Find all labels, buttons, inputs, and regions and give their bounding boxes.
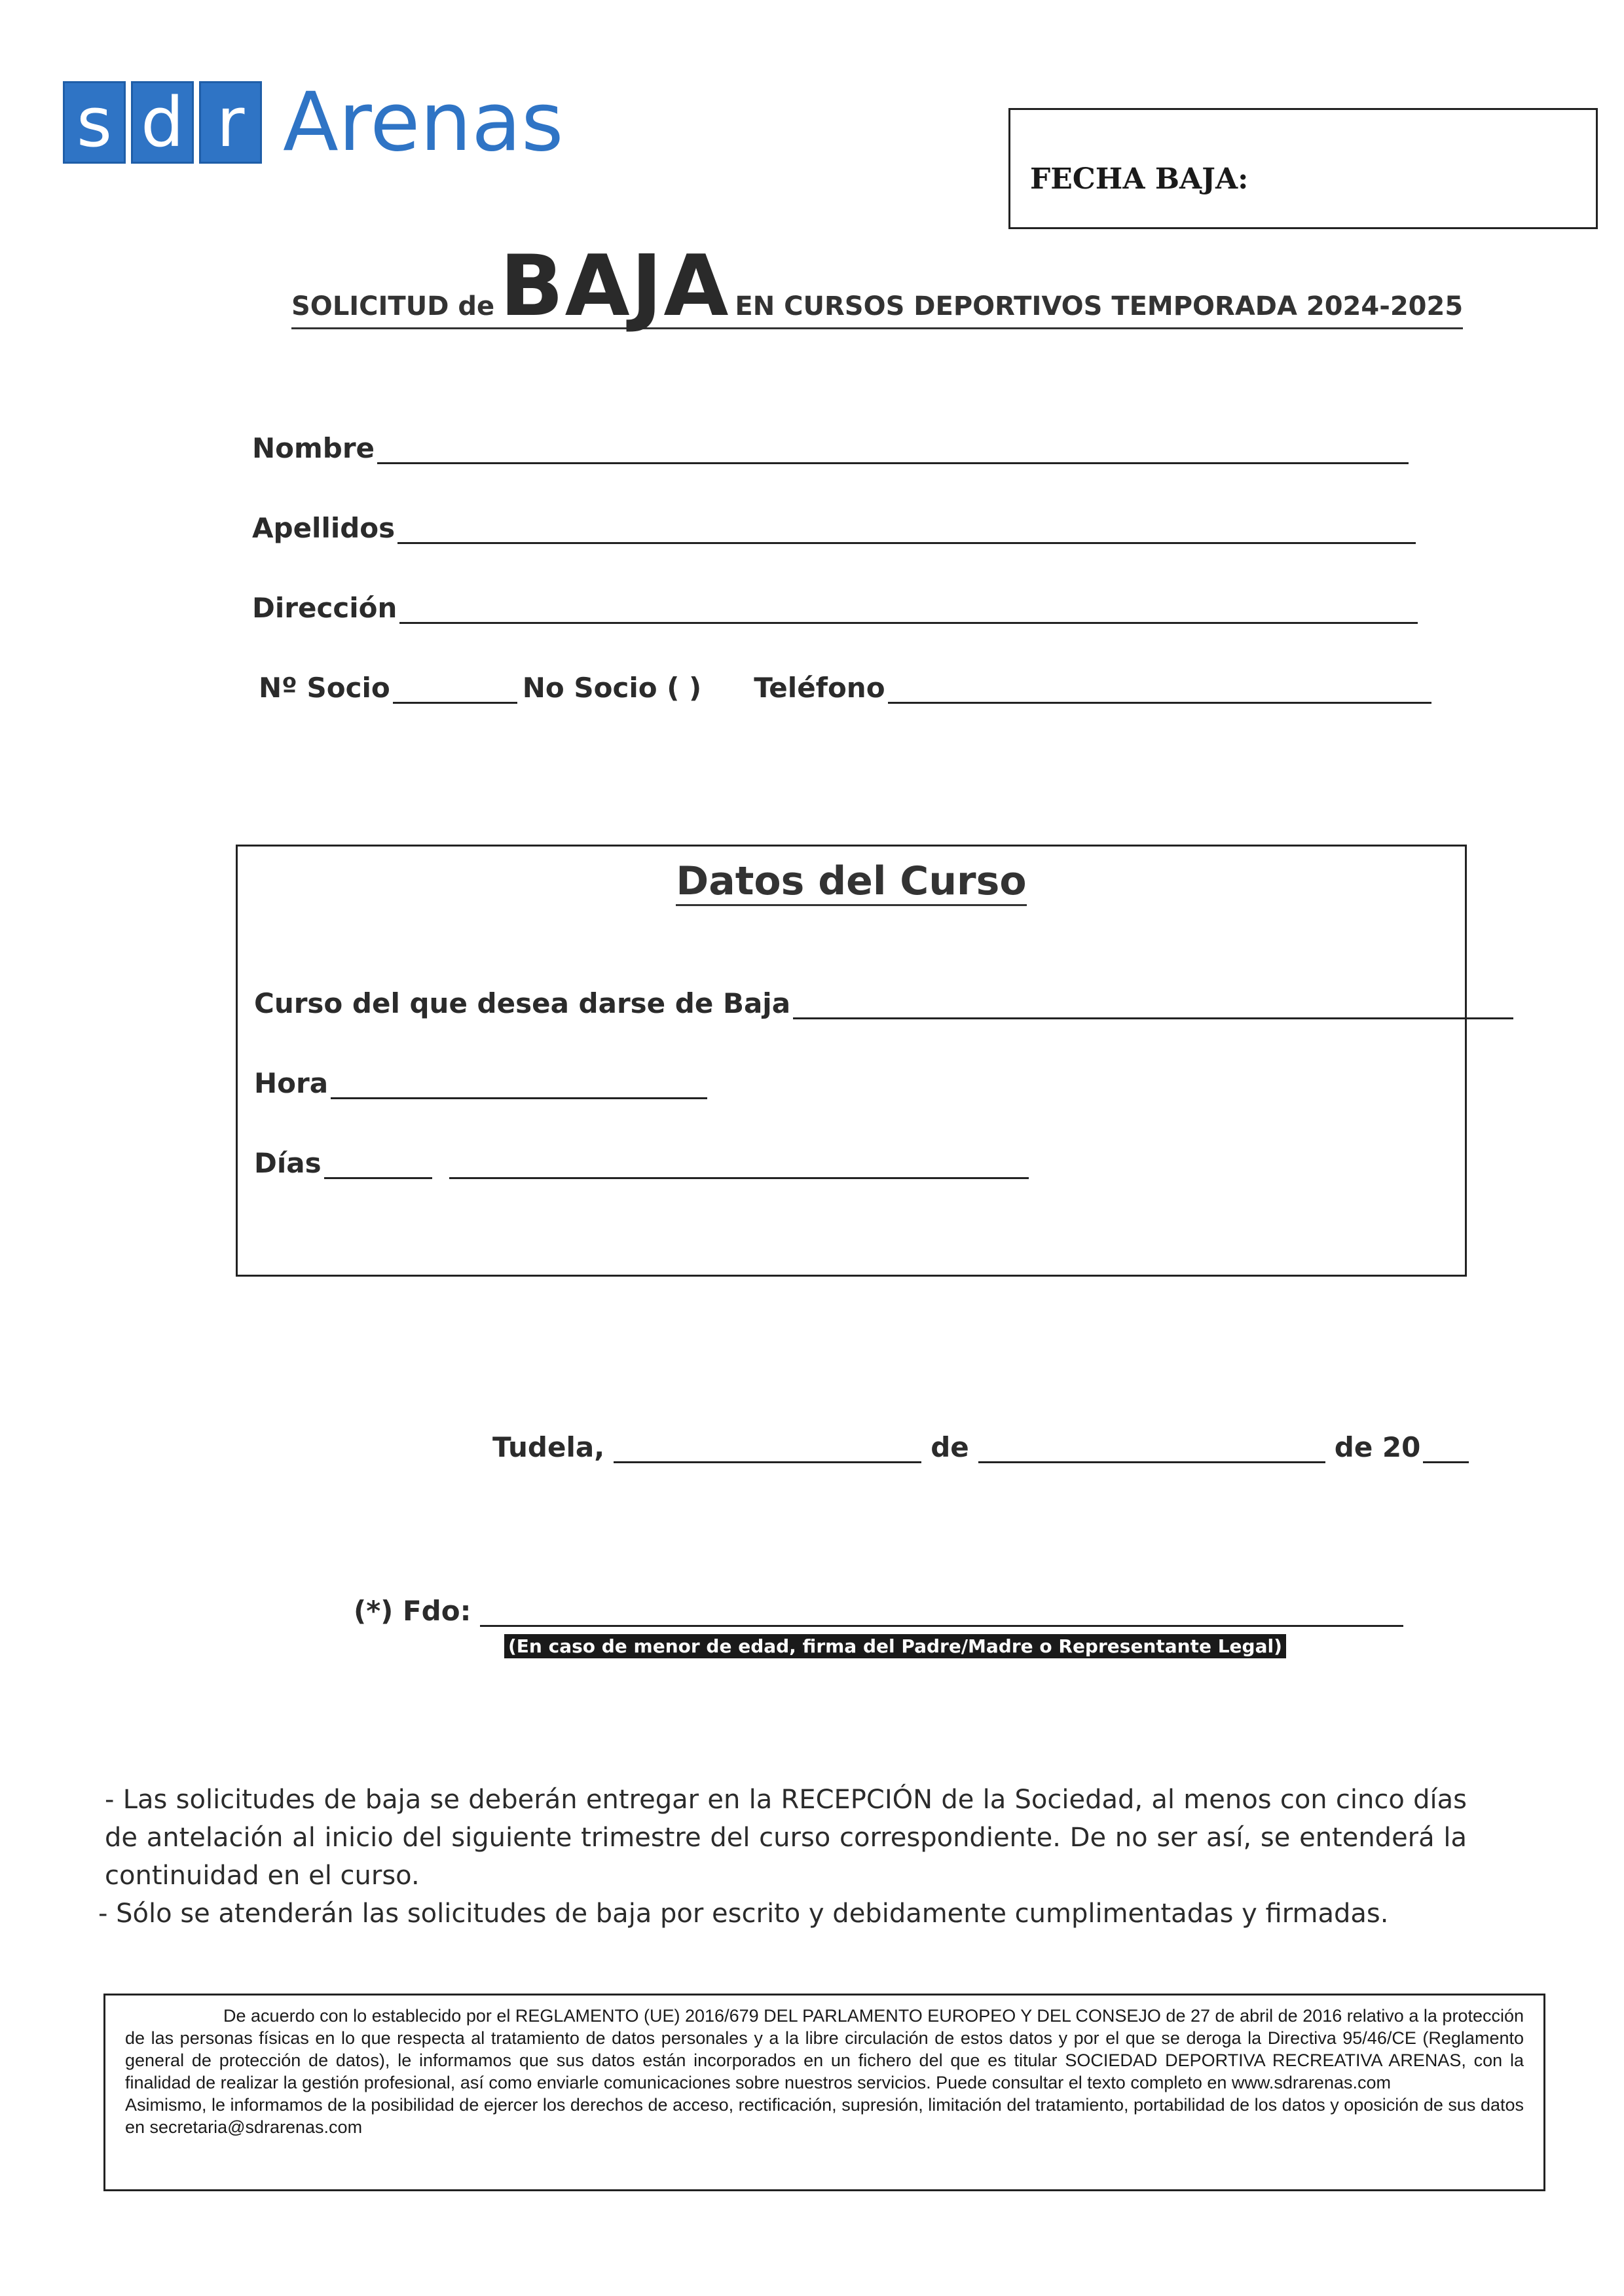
fecha-baja-label: FECHA BAJA: xyxy=(1030,162,1249,196)
title-suffix: EN CURSOS DEPORTIVOS TEMPORADA 2024-2025 xyxy=(735,291,1464,321)
date-month-field[interactable] xyxy=(978,1432,1325,1463)
date-de-label-1: de xyxy=(931,1431,969,1463)
nombre-row xyxy=(252,432,1409,464)
telefono-field[interactable] xyxy=(888,673,1431,704)
curso-row xyxy=(254,987,1513,1019)
firma-note: (En caso de menor de edad, firma del Padre/Madre o Representante Legal) xyxy=(504,1634,1286,1658)
nombre-label: Nombre xyxy=(252,432,375,464)
socio-label: Nº Socio xyxy=(259,672,390,704)
logo-letter-r: r xyxy=(199,81,262,164)
apellidos-row xyxy=(252,512,1416,544)
datos-curso-heading: Datos del Curso xyxy=(238,858,1465,904)
tudela-label: Tudela, xyxy=(492,1431,605,1463)
sdr-arenas-logo xyxy=(63,73,564,172)
date-de-label-2: de 20 xyxy=(1334,1431,1421,1463)
direccion-row xyxy=(252,592,1418,624)
direccion-label: Dirección xyxy=(252,592,397,624)
date-day-field[interactable] xyxy=(614,1432,921,1463)
logo-word: Arenas xyxy=(283,75,564,170)
note-entrega: - Las solicitudes de baja se deberán entregar en la RECEPCIÓN de la Sociedad, al menos con cinco días de antelación al inicio del siguiente trimestre del curso correspondiente. De no ser así, se entenderá la continuidad en el curso. xyxy=(105,1785,1467,1891)
curso-field[interactable] xyxy=(793,989,1513,1019)
firma-label: (*) Fdo: xyxy=(354,1595,471,1627)
fecha-baja-box[interactable] xyxy=(1008,108,1598,229)
firma-field[interactable] xyxy=(480,1596,1403,1627)
hora-row xyxy=(254,1067,707,1099)
logo-letter-d: d xyxy=(131,81,194,164)
apellidos-field[interactable] xyxy=(397,513,1416,544)
no-socio-checkbox[interactable]: No Socio ( ) xyxy=(522,672,702,704)
tudela-date-row xyxy=(492,1431,1469,1463)
title-prefix: SOLICITUD de xyxy=(291,291,495,321)
socio-telefono-row xyxy=(259,672,1431,704)
date-year-field[interactable] xyxy=(1423,1432,1469,1463)
dias-row xyxy=(254,1147,1029,1179)
socio-field[interactable] xyxy=(393,673,517,704)
form-title xyxy=(291,238,1464,335)
logo-letter-s: s xyxy=(63,81,126,164)
note-escrito: - Sólo se atenderán las solicitudes de baja por escrito y debidamente cumplimentadas y firmadas. xyxy=(98,1899,1389,1929)
legal-paragraph-1: De acuerdo con lo establecido por el REGLAMENTO (UE) 2016/679 DEL PARLAMENTO EUROPEO Y DEL CONSEJO de 27 de abril de 2016 relativo a la protección de las personas físicas en lo que respecta al tratamiento de datos personales y a la libre circulación de estos datos y por el que se deroga la Directiva 95/46/CE (Reglamento general de protección de datos), le informamos que sus datos están incorporados en un fichero del que es titular SOCIEDAD DEPORTIVA RECREATIVA ARENAS, con la finalidad de realizar la gestión profesional, así como enviarle comunicaciones sobre nuestros servicios. Puede consultar el texto completo en www.sdrarenas.com xyxy=(125,2006,1524,2092)
title-main: BAJA xyxy=(500,238,730,335)
nombre-field[interactable] xyxy=(377,433,1409,464)
dias-field-2[interactable] xyxy=(449,1148,1029,1179)
legal-paragraph-2: Asimismo, le informamos de la posibilidad de ejercer los derechos de acceso, rectificación, supresión, limitación del tratamiento, portabilidad de los datos y oposición de sus datos en secretaria@sdrarenas.com xyxy=(125,2095,1524,2137)
firma-row xyxy=(354,1595,1403,1627)
data-protection-box xyxy=(103,1994,1545,2191)
notes-section xyxy=(98,1781,1467,1933)
dias-field-1[interactable] xyxy=(324,1148,432,1179)
hora-field[interactable] xyxy=(331,1068,707,1099)
telefono-label: Teléfono xyxy=(754,672,885,704)
apellidos-label: Apellidos xyxy=(252,512,396,544)
datos-curso-box xyxy=(236,845,1467,1277)
direccion-field[interactable] xyxy=(399,593,1418,624)
curso-label: Curso del que desea darse de Baja xyxy=(254,987,791,1019)
hora-label: Hora xyxy=(254,1067,329,1099)
dias-label: Días xyxy=(254,1147,322,1179)
